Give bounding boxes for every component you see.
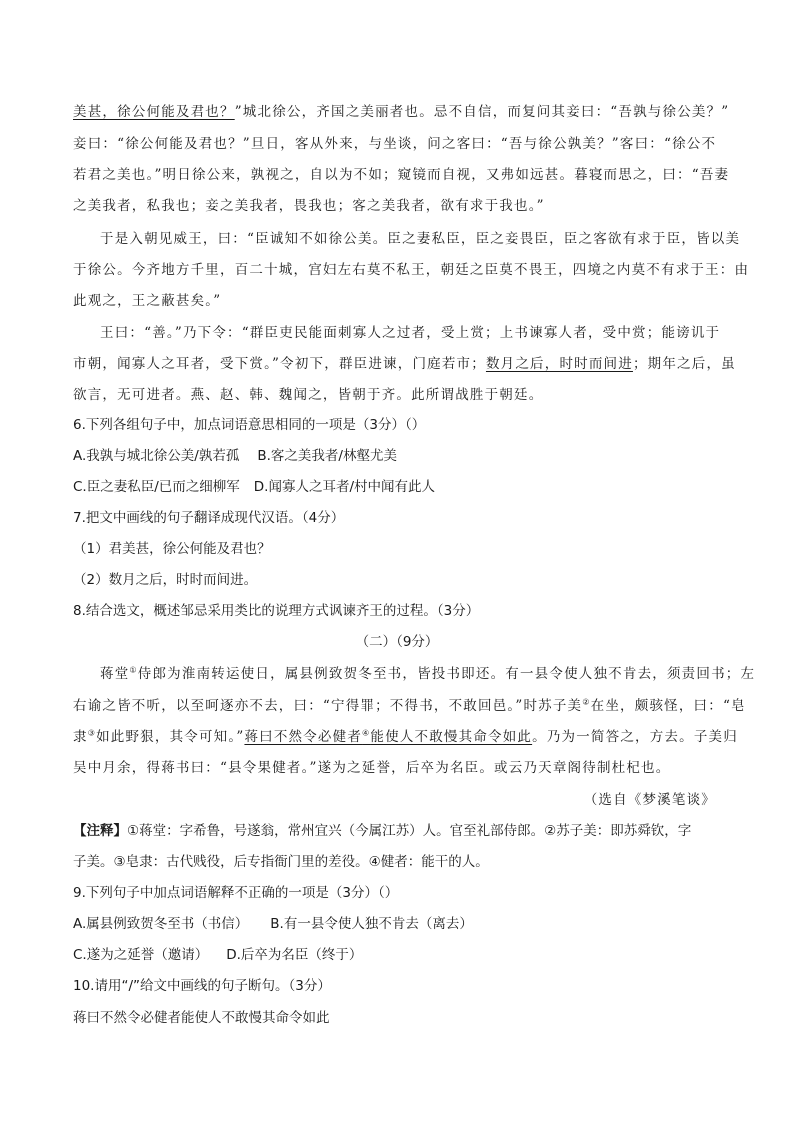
passage2-line-1: 蒋堂①侍郎为淮南转运使日，属县例致贺冬至书，皆投书即还。有一县令使人独不肯去，须责回书；左 xyxy=(100,665,756,682)
passage1-line-9: 市朝，闻寡人之耳者，受下赏。”令初下，群臣进谏，门庭若市；数月之后，时时而间进；期年之后，虽 xyxy=(73,356,736,372)
passage1-line-10: 欲言，无可进者。燕、赵、韩、魏闻之，皆朝于齐。此所谓战胜于朝廷。 xyxy=(73,387,544,403)
question-8: 8.结合选文，概述邹忌采用类比的说理方式讽谏齐王的过程。（3分） xyxy=(73,603,480,619)
notes-line-1: 【注释】①蒋堂：字希鲁，号遂翁，常州宜兴（今属江苏）人。官至礼部侍郎。②苏子美：即苏舜钦，字 xyxy=(73,823,692,839)
notes-line-2: 子美。③皂隶：古代贱役，后专指衙门里的差役。④健者：能干的人。 xyxy=(73,854,489,870)
question-6-option-c: C.臣之妻私臣/已而之细柳军 xyxy=(73,479,240,495)
notes-label: 【注释】 xyxy=(73,823,127,839)
passage1-line-8: 王曰：“善。”乃下令：“群臣吏民能面刺寡人之过者，受上赏；上书谏寡人者，受中赏；能谤讥于 xyxy=(100,325,721,341)
question-7-item-1: （1）君美甚，徐公何能及君也？ xyxy=(73,541,271,557)
underlined-sentence-3: 蒋曰不然令必健者④能使人不敢慢其命令如此 xyxy=(244,728,533,745)
passage1-line-4: 之美我者，私我也；妾之美我者，畏我也；客之美我者，欲有求于我也。” xyxy=(73,198,545,214)
question-9-option-d: D.后卒为名臣（终于） xyxy=(226,947,363,963)
question-9: 9.下列句子中加点词语解释不正确的一项是（3分）（） xyxy=(73,885,399,901)
source-citation: （选自《梦溪笔谈》 xyxy=(583,792,716,808)
question-6-options-ab xyxy=(73,446,397,466)
question-6: 6.下列各组句子中，加点词语意思相同的一项是（3分）（） xyxy=(73,417,426,433)
question-6-option-b: B.客之美我者/林壑尤美 xyxy=(257,448,397,464)
passage2-line-2: 右谕之皆不听，以至呵逐亦不去，曰：“宁得罪；不得书，不敢回邑。”时苏子美②在坐，颇骇怪，曰：“皂 xyxy=(73,697,746,714)
passage1-line-5: 于是入朝见威王，曰：“臣诚知不如徐公美。臣之妻私臣，臣之妾畏臣，臣之客欲有求于臣，皆以美 xyxy=(100,231,741,247)
question-10: 10.请用“/”给文中画线的句子断句。（3分） xyxy=(73,978,331,994)
footnote-mark-3: ③ xyxy=(87,728,97,738)
footnote-mark-4: ④ xyxy=(362,728,371,738)
passage2-line-3: 隶③如此野狠，其令可知。”蒋曰不然令必健者④能使人不敢慢其命令如此。乃为一简答之，方去。子美归 xyxy=(73,728,738,745)
passage2-line-4: 吴中月余，得蒋书曰：“县令果健者。”遂为之延誉，后卒为名臣。或云乃天章阁待制杜杞也。 xyxy=(73,760,671,776)
footnote-mark-1: ① xyxy=(129,665,138,675)
question-6-options-cd xyxy=(73,477,435,497)
question-9-options-ab xyxy=(73,914,473,934)
question-6-option-a: A.我孰与城北徐公美/孰若孤 xyxy=(73,448,240,464)
question-9-option-c: C.遂为之延誉（邀请） xyxy=(73,947,209,963)
section-2-heading: （二）（9分） xyxy=(355,634,439,650)
passage1-line-1: 美甚，徐公何能及君也？”城北徐公，齐国之美丽者也。忌不自信，而复问其妾曰：“吾孰与徐公美？” xyxy=(73,104,730,120)
footnote-mark-2: ② xyxy=(582,697,591,707)
passage1-line-3: 若君之美也。”明日徐公来，孰视之，自以为不如；窥镜而自视，又弗如远甚。暮寝而思之，曰：“吾妻 xyxy=(73,167,730,183)
question-7-item-2: （2）数月之后，时时而间进。 xyxy=(73,572,258,588)
question-10-sentence: 蒋曰不然令必健者能使人不敢慢其命令如此 xyxy=(73,1010,330,1026)
passage1-line-7: 此观之，王之蔽甚矣。” xyxy=(73,293,222,309)
question-7: 7.把文中画线的句子翻译成现代汉语。（4分） xyxy=(73,510,345,526)
underlined-sentence-2: 数月之后，时时而间进 xyxy=(485,356,633,372)
passage1-line-2: 妾曰：“徐公何能及君也？”旦日，客从外来，与坐谈，问之客曰：“吾与徐公孰美？”客曰：“徐公不 xyxy=(73,136,717,152)
question-9-options-cd xyxy=(73,945,362,965)
passage1-line-6: 于徐公。今齐地方千里，百二十城，宫妇左右莫不私王，朝廷之臣莫不畏王，四境之内莫不有求于王：由 xyxy=(73,262,750,278)
question-9-option-b: B.有一县令使人独不肯去（离去） xyxy=(270,916,473,932)
question-6-option-d: D.闻寡人之耳者/村中闻有此人 xyxy=(253,479,436,495)
underlined-sentence-1: 美甚，徐公何能及君也？ xyxy=(73,104,235,120)
question-9-option-a: A.属县例致贺冬至书（书信） xyxy=(73,916,249,932)
